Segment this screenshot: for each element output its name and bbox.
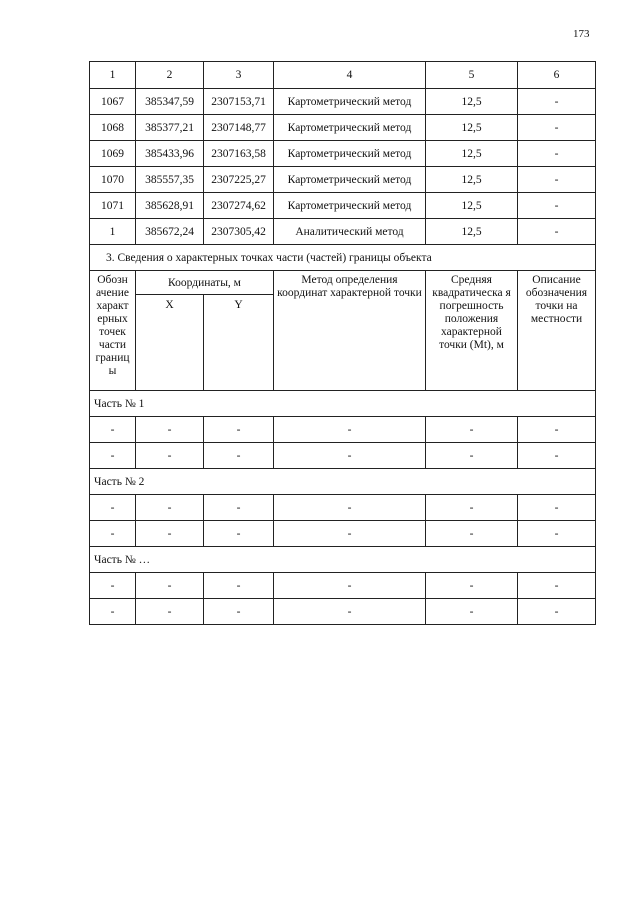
cell: - xyxy=(90,521,136,547)
coord-x: 385377,21 xyxy=(136,115,204,141)
error-value: 12,5 xyxy=(426,115,518,141)
description: - xyxy=(518,89,596,115)
cell: - xyxy=(426,417,518,443)
part-label: Часть № … xyxy=(90,547,596,573)
part-label-row xyxy=(90,391,596,417)
coord-y: 2307225,27 xyxy=(204,167,274,193)
cell: - xyxy=(90,599,136,625)
description: - xyxy=(518,167,596,193)
header-cell: 1 xyxy=(90,62,136,89)
error-value: 12,5 xyxy=(426,89,518,115)
error-value: 12,5 xyxy=(426,167,518,193)
cell: - xyxy=(204,417,274,443)
table-row xyxy=(90,89,596,115)
header-cell: 4 xyxy=(274,62,426,89)
cell: - xyxy=(90,417,136,443)
table-row xyxy=(90,521,596,547)
header-cell: 6 xyxy=(518,62,596,89)
point-number: 1071 xyxy=(90,193,136,219)
cell: - xyxy=(204,443,274,469)
cell: - xyxy=(274,599,426,625)
table-row xyxy=(90,193,596,219)
coord-y: 2307148,77 xyxy=(204,115,274,141)
method: Картометрический метод xyxy=(274,115,426,141)
part-label: Часть № 2 xyxy=(90,469,596,495)
table-row xyxy=(90,495,596,521)
header-y: Y xyxy=(204,295,274,391)
coord-x: 385347,59 xyxy=(136,89,204,115)
cell: - xyxy=(204,521,274,547)
error-value: 12,5 xyxy=(426,141,518,167)
section-title: 3. Сведения о характерных точках части (частей) границы объекта xyxy=(90,245,596,271)
error-value: 12,5 xyxy=(426,219,518,245)
header-description: Описание обозначения точки на местности xyxy=(518,271,596,391)
cell: - xyxy=(90,495,136,521)
coord-y: 2307305,42 xyxy=(204,219,274,245)
header-cell: 5 xyxy=(426,62,518,89)
coord-y: 2307163,58 xyxy=(204,141,274,167)
part-label-row xyxy=(90,547,596,573)
coord-x: 385433,96 xyxy=(136,141,204,167)
table-row xyxy=(90,573,596,599)
cell: - xyxy=(136,417,204,443)
section-header-row xyxy=(90,271,596,295)
method: Аналитический метод xyxy=(274,219,426,245)
point-number: 1067 xyxy=(90,89,136,115)
table-row xyxy=(90,443,596,469)
point-number: 1068 xyxy=(90,115,136,141)
cell: - xyxy=(518,599,596,625)
coord-x: 385628,91 xyxy=(136,193,204,219)
cell: - xyxy=(136,495,204,521)
description: - xyxy=(518,141,596,167)
header-cell: 3 xyxy=(204,62,274,89)
table-row xyxy=(90,141,596,167)
cell: - xyxy=(136,443,204,469)
coord-x: 385672,24 xyxy=(136,219,204,245)
table-row xyxy=(90,417,596,443)
section-title-row xyxy=(90,245,596,271)
boundary-points-table xyxy=(89,61,596,625)
cell: - xyxy=(274,521,426,547)
table-row xyxy=(90,115,596,141)
part-label: Часть № 1 xyxy=(90,391,596,417)
cell: - xyxy=(518,573,596,599)
cell: - xyxy=(90,443,136,469)
point-number: 1070 xyxy=(90,167,136,193)
header-coordinates: Координаты, м xyxy=(136,271,274,295)
point-number: 1 xyxy=(90,219,136,245)
page-number: 173 xyxy=(573,28,590,40)
cell: - xyxy=(274,573,426,599)
table-row xyxy=(90,167,596,193)
description: - xyxy=(518,115,596,141)
cell: - xyxy=(274,443,426,469)
cell: - xyxy=(90,573,136,599)
cell: - xyxy=(204,599,274,625)
table-row xyxy=(90,219,596,245)
error-value: 12,5 xyxy=(426,193,518,219)
cell: - xyxy=(426,573,518,599)
part-label-row xyxy=(90,469,596,495)
cell: - xyxy=(136,599,204,625)
cell: - xyxy=(426,521,518,547)
cell: - xyxy=(274,495,426,521)
header-error: Средняя квадратическа я погрешность положения характерной точки (Mt), м xyxy=(426,271,518,391)
header-method: Метод определения координат характерной точки xyxy=(274,271,426,391)
cell: - xyxy=(136,521,204,547)
method: Картометрический метод xyxy=(274,193,426,219)
table-header-row xyxy=(90,62,596,89)
cell: - xyxy=(518,521,596,547)
coord-x: 385557,35 xyxy=(136,167,204,193)
method: Картометрический метод xyxy=(274,89,426,115)
cell: - xyxy=(426,495,518,521)
cell: - xyxy=(518,495,596,521)
method: Картометрический метод xyxy=(274,141,426,167)
cell: - xyxy=(274,417,426,443)
method: Картометрический метод xyxy=(274,167,426,193)
table-row xyxy=(90,599,596,625)
cell: - xyxy=(204,573,274,599)
coord-y: 2307153,71 xyxy=(204,89,274,115)
header-cell: 2 xyxy=(136,62,204,89)
cell: - xyxy=(204,495,274,521)
description: - xyxy=(518,193,596,219)
cell: - xyxy=(518,417,596,443)
cell: - xyxy=(426,443,518,469)
cell: - xyxy=(136,573,204,599)
point-number: 1069 xyxy=(90,141,136,167)
cell: - xyxy=(426,599,518,625)
coord-y: 2307274,62 xyxy=(204,193,274,219)
header-point-designation: Обозн ачение характ ерных точек части границ ы xyxy=(90,271,136,391)
header-x: X xyxy=(136,295,204,391)
cell: - xyxy=(518,443,596,469)
description: - xyxy=(518,219,596,245)
